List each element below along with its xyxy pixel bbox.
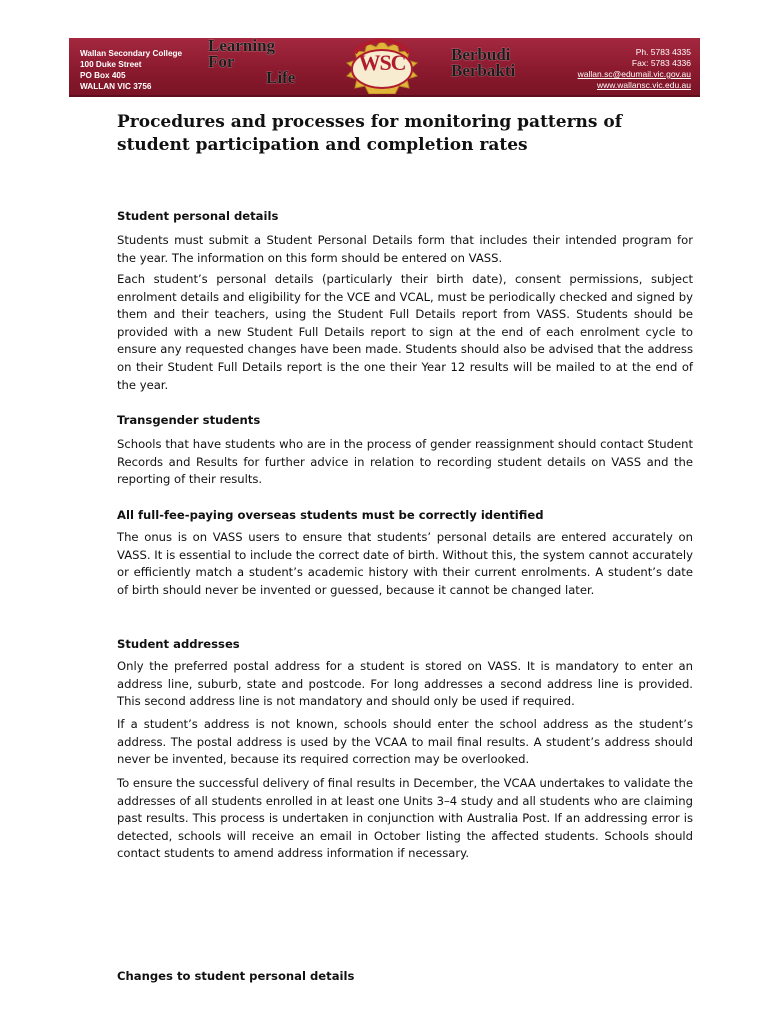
school-contact: [578, 47, 691, 91]
school-website-link[interactable]: www.wallansc.vic.edu.au: [596, 80, 691, 90]
slogan-line-2: Berbakti: [451, 61, 516, 80]
school-email-link[interactable]: wallan.sc@edumail.vic.gov.au: [577, 69, 691, 79]
paragraph: Students must submit a Student Personal Details form that includes their intended program for the year. The information on this form should be entered on VASS.: [117, 233, 693, 265]
school-town: WALLAN VIC 3756: [80, 82, 152, 91]
school-po-box: PO Box 405: [80, 71, 126, 80]
slogan-line-1: Berbudi: [451, 45, 511, 64]
motto-line-2: Life: [266, 68, 296, 87]
school-motto: [208, 38, 304, 86]
school-street: 100 Duke Street: [80, 60, 142, 69]
paragraph: Only the preferred postal address for a student is stored on VASS. It is mandatory to enter an address line, suburb, state and postcode. For long addresses a second address line is provided. This second address line is not mandatory and should only be used if required.: [117, 659, 693, 709]
paragraph: The onus is on VASS users to ensure that students’ personal details are entered accurately on VASS. It is essential to include the correct date of birth. Without this, the system cannot accurately or efficiently match a student’s academic history with their current enrolments. A student’s date of birth should never be invented or guessed, because it cannot be changed later.: [117, 530, 693, 597]
school-fax: Fax: 5783 4336: [631, 58, 691, 68]
school-name: Wallan Secondary College: [80, 49, 183, 58]
document-title: Procedures and processes for monitoring patterns of student participation and completion rates: [117, 112, 623, 155]
paragraph: If a student’s address is not known, schools should enter the school address as the student’s address. The postal address is used by the VCAA to mail final results. A student’s address should never be invented, because its required correction may be overlooked.: [117, 717, 693, 767]
school-phone: Ph. 5783 4335: [635, 47, 691, 57]
paragraph: Schools that have students who are in the process of gender reassignment should contact Student Records and Results for further advice in relation to recording student details on VASS and the reporting of their results.: [117, 437, 693, 487]
school-slogan: [451, 47, 515, 79]
motto-line-1: Learning For: [208, 36, 276, 71]
school-address: [80, 48, 182, 92]
section-heading-addresses: Student addresses: [117, 637, 240, 651]
school-crest-logo: [339, 38, 425, 94]
section-heading-transgender: Transgender students: [117, 413, 261, 427]
paragraph: To ensure the successful delivery of final results in December, the VCAA undertakes to validate the addresses of all students enrolled in at least one Units 3–4 study and all students who are claiming past results. This process is undertaken in conjunction with Australia Post. If an addressing error is detected, schools will receive an email in October listing the affected students. Schools should contact students to amend address information if necessary.: [117, 776, 693, 861]
section-heading-overseas-students: All full-fee-paying overseas students must be correctly identified: [117, 508, 544, 522]
section-heading-changes: Changes to student personal details: [117, 969, 355, 983]
letterhead-banner: [69, 38, 700, 97]
section-heading-personal-details: Student personal details: [117, 209, 279, 223]
crest-label: WSC: [358, 50, 406, 75]
paragraph: Each student’s personal details (particularly their birth date), consent permissions, subject enrolment details and eligibility for the VCE and VCAL, must be periodically checked and signed by them and their teachers, using the Student Full Details report from VASS. Students should be provided with a new Student Full Details report to sign at the end of each enrolment cycle to ensure any requested changes have been made. Students should also be advised that the address on their Student Full Details report is the one their Year 12 results will be mailed to at the end of the year.: [117, 272, 693, 392]
